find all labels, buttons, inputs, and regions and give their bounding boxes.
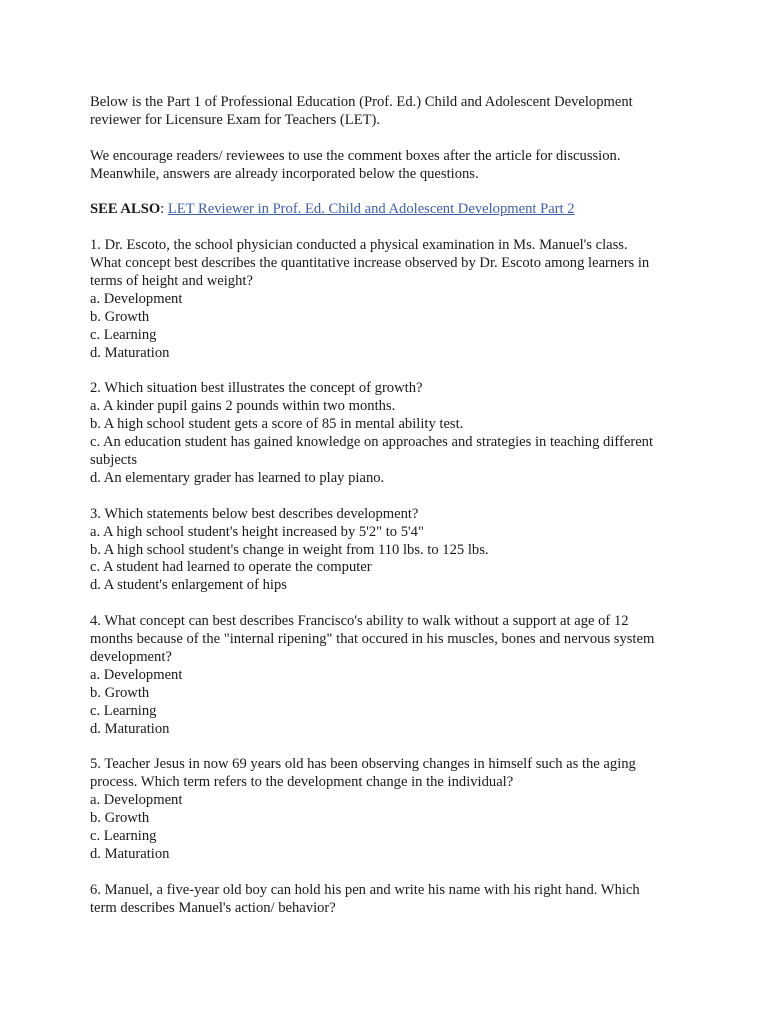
answer-option: c. A student had learned to operate the computer bbox=[90, 559, 372, 576]
answer-option: b. Growth bbox=[90, 810, 150, 827]
document-page bbox=[90, 94, 690, 935]
encourage-paragraph bbox=[90, 148, 690, 184]
intro-line: reviewer for Licensure Exam for Teachers (LET). bbox=[90, 111, 381, 128]
see-also-separator: : bbox=[160, 201, 168, 218]
answer-option: c. Learning bbox=[90, 828, 157, 845]
answer-option: b. A high school student's change in weight from 110 lbs. to 125 lbs. bbox=[90, 541, 489, 558]
question-text: What concept best describes the quantitative increase observed by Dr. Escoto among learners in bbox=[90, 255, 650, 272]
question-text: 2. Which situation best illustrates the concept of growth? bbox=[90, 380, 423, 397]
see-also-link[interactable]: LET Reviewer in Prof. Ed. Child and Adolescent Development Part 2 bbox=[167, 201, 575, 218]
answer-option: a. A high school student's height increased by 5'2" to 5'4" bbox=[90, 523, 424, 540]
question-text: 6. Manuel, a five-year old boy can hold his pen and write his name with his right hand. Which bbox=[90, 881, 640, 898]
answer-option: c. Learning bbox=[90, 326, 157, 343]
see-also-label: SEE ALSO bbox=[90, 201, 161, 218]
question-list bbox=[90, 237, 690, 917]
encourage-line: Meanwhile, answers are already incorporated below the questions. bbox=[90, 165, 479, 182]
question-item bbox=[90, 756, 690, 863]
encourage-line: We encourage readers/ reviewees to use the comment boxes after the article for discussion. bbox=[90, 147, 621, 164]
answer-option: d. Maturation bbox=[90, 344, 170, 361]
question-text: development? bbox=[90, 649, 172, 665]
answer-option: b. Growth bbox=[90, 308, 150, 325]
question-text: terms of height and weight? bbox=[90, 273, 253, 290]
question-text: process. Which term refers to the development change in the individual? bbox=[90, 774, 514, 791]
answer-option: d. Maturation bbox=[90, 720, 170, 737]
answer-option: b. A high school student gets a score of 85 in mental ability test. bbox=[90, 416, 464, 433]
answer-option: subjects bbox=[90, 452, 138, 469]
question-text: 5. Teacher Jesus in now 69 years old has been observing changes in himself such as the aging bbox=[90, 756, 636, 773]
answer-option: a. Development bbox=[90, 290, 183, 307]
answer-option: d. An elementary grader has learned to play piano. bbox=[90, 469, 385, 486]
intro-line: Below is the Part 1 of Professional Education (Prof. Ed.) Child and Adolescent Development bbox=[90, 94, 633, 110]
answer-option: a. Development bbox=[90, 666, 183, 683]
answer-option: c. Learning bbox=[90, 702, 157, 719]
question-text: 4. What concept can best describes Francisco's ability to walk without a support at age of 12 bbox=[90, 613, 629, 630]
question-item bbox=[90, 380, 690, 487]
answer-option: b. Growth bbox=[90, 684, 150, 701]
question-item bbox=[90, 882, 690, 918]
intro-paragraph bbox=[90, 94, 690, 130]
answer-option: c. An education student has gained knowledge on approaches and strategies in teaching different bbox=[90, 434, 654, 451]
question-text: 1. Dr. Escoto, the school physician conducted a physical examination in Ms. Manuel's class. bbox=[90, 237, 628, 254]
question-text: 3. Which statements below best describes development? bbox=[90, 505, 419, 522]
answer-option: d. A student's enlargement of hips bbox=[90, 577, 287, 594]
question-item bbox=[90, 506, 690, 596]
question-item bbox=[90, 237, 690, 362]
question-text: months because of the "internal ripening" that occured in his muscles, bones and nervous system bbox=[90, 631, 655, 648]
answer-option: a. Development bbox=[90, 792, 183, 809]
question-item bbox=[90, 613, 690, 738]
answer-option: d. Maturation bbox=[90, 845, 170, 862]
question-text: term describes Manuel's action/ behavior? bbox=[90, 899, 336, 916]
answer-option: a. A kinder pupil gains 2 pounds within two months. bbox=[90, 398, 396, 415]
see-also-paragraph bbox=[90, 201, 690, 219]
